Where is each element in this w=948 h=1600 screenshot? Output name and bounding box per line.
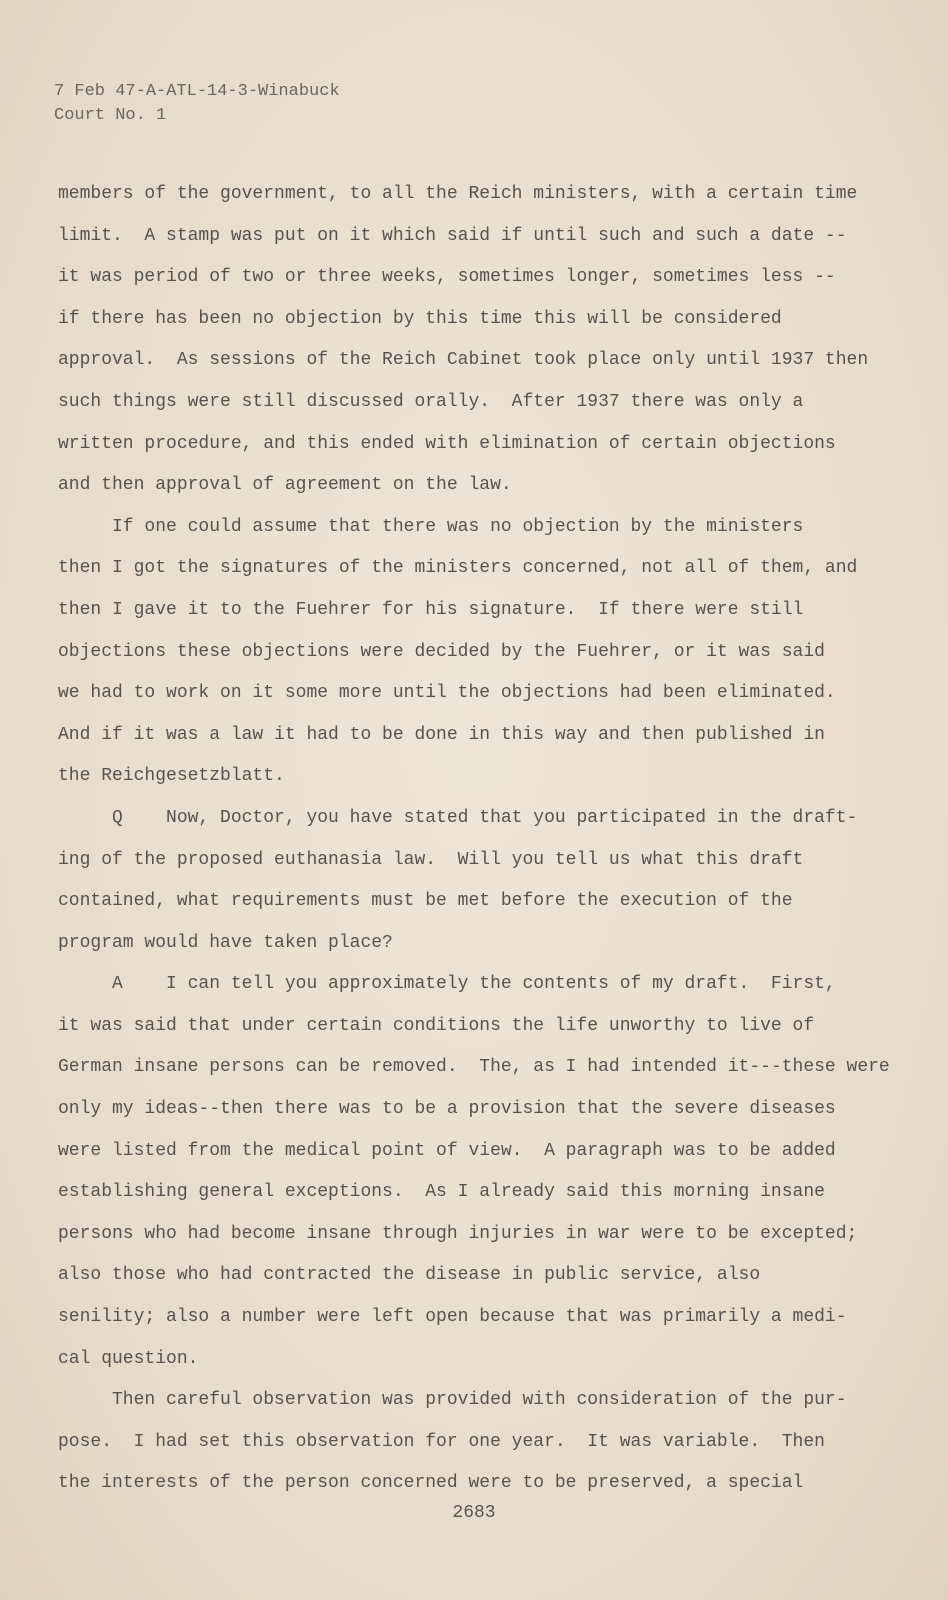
text-line: senility; also a number were left open because that was primarily a medi- bbox=[58, 1307, 847, 1328]
text-line: contained, what requirements must be met before the execution of the bbox=[58, 891, 793, 912]
text-line: only my ideas--then there was to be a provision that the severe diseases bbox=[58, 1099, 836, 1120]
text-line: then I got the signatures of the ministers concerned, not all of them, and bbox=[58, 558, 858, 579]
text-line: pose. I had set this observation for one year. It was variable. Then bbox=[58, 1431, 825, 1452]
text-line: if there has been no objection by this time this will be considered bbox=[58, 308, 782, 329]
header-line-2: Court No. 1 bbox=[54, 106, 167, 125]
text-line: approval. As sessions of the Reich Cabinet took place only until 1937 then bbox=[58, 350, 869, 371]
text-line: it was period of two or three weeks, sometimes longer, sometimes less -- bbox=[58, 267, 836, 288]
header-line-1: 7 Feb 47-A-ATL-14-3-Winabuck bbox=[54, 82, 340, 101]
text-line: written procedure, and this ended with elimination of certain objections bbox=[58, 433, 836, 454]
text-line: we had to work on it some more until the objections had been eliminated. bbox=[58, 683, 836, 704]
text-line: the interests of the person concerned were to be preserved, a special bbox=[58, 1473, 804, 1494]
text-line: and then approval of agreement on the law. bbox=[58, 475, 512, 496]
text-line: Q Now, Doctor, you have stated that you participated in the draft- bbox=[58, 807, 858, 828]
text-line: then I gave it to the Fuehrer for his signature. If there were still bbox=[58, 599, 804, 620]
text-line: it was said that under certain conditions the life unworthy to live of bbox=[58, 1015, 815, 1036]
text-line: Then careful observation was provided with consideration of the pur- bbox=[58, 1390, 847, 1411]
text-line: cal question. bbox=[58, 1348, 199, 1369]
page-number: 2683 bbox=[452, 1503, 496, 1523]
text-line: were listed from the medical point of view. A paragraph was to be added bbox=[58, 1140, 836, 1161]
text-line: the Reichgesetzblatt. bbox=[58, 766, 285, 787]
text-line: German insane persons can be removed. The, as I had intended it---these were bbox=[58, 1057, 890, 1078]
text-line: ing of the proposed euthanasia law. Will you tell us what this draft bbox=[58, 849, 804, 870]
document-header bbox=[54, 80, 340, 128]
text-line: If one could assume that there was no objection by the ministers bbox=[58, 516, 804, 537]
text-line: persons who had become insane through injuries in war were to be excepted; bbox=[58, 1223, 858, 1244]
text-line: also those who had contracted the disease in public service, also bbox=[58, 1265, 761, 1286]
text-line: And if it was a law it had to be done in this way and then published in bbox=[58, 724, 825, 745]
text-line: establishing general exceptions. As I already said this morning insane bbox=[58, 1182, 825, 1203]
transcript-body bbox=[58, 174, 890, 1505]
text-line: limit. A stamp was put on it which said if until such and such a date -- bbox=[58, 225, 847, 246]
text-line: A I can tell you approximately the contents of my draft. First, bbox=[58, 974, 836, 995]
text-line: members of the government, to all the Reich ministers, with a certain time bbox=[58, 184, 858, 204]
text-line: such things were still discussed orally. After 1937 there was only a bbox=[58, 391, 804, 412]
text-line: objections these objections were decided by the Fuehrer, or it was said bbox=[58, 641, 825, 662]
text-line: program would have taken place? bbox=[58, 932, 393, 953]
